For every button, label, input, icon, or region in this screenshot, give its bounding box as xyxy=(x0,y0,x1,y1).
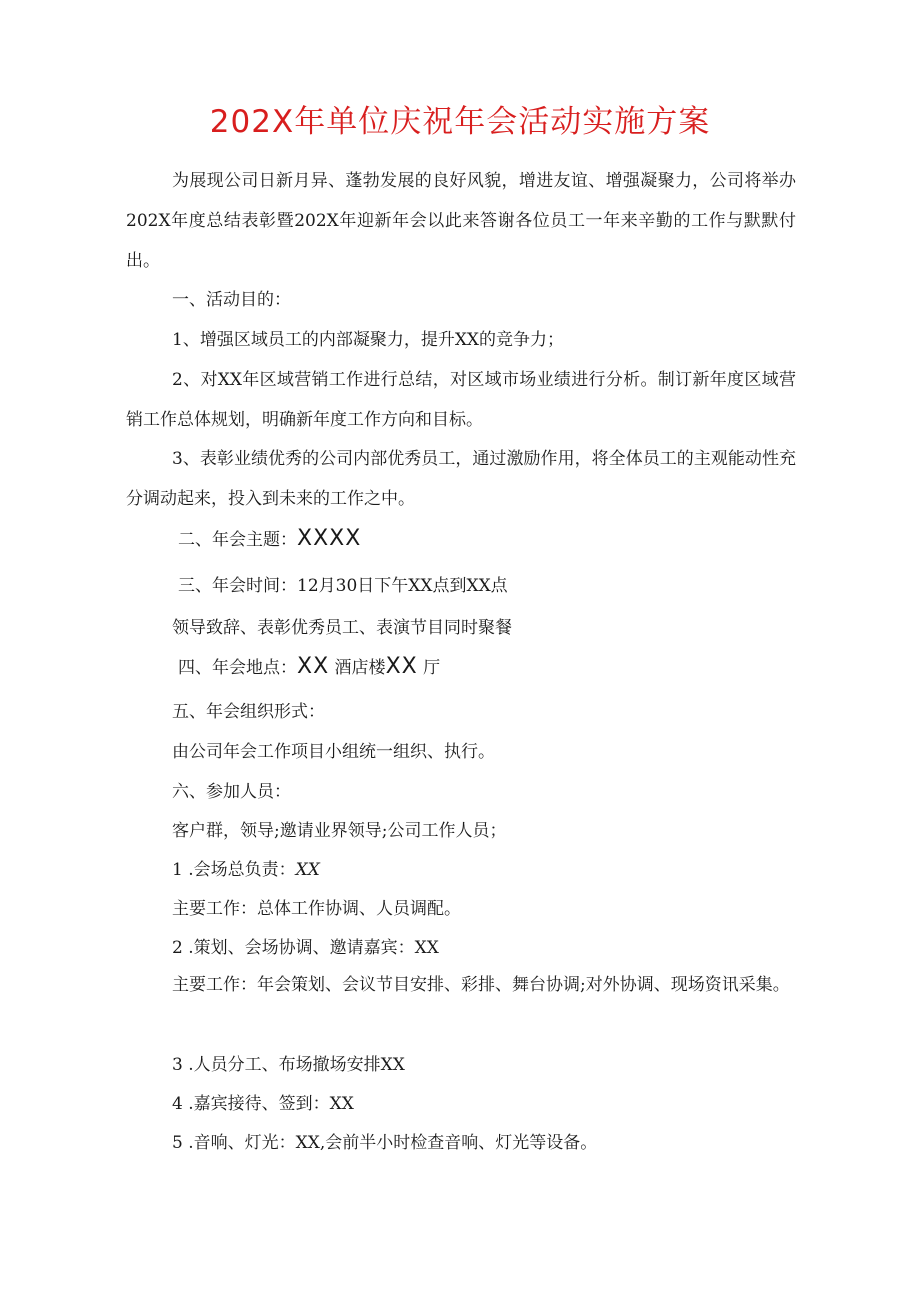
role-2: 2 .策划、会场协调、邀请嘉宾：XX xyxy=(172,938,439,958)
role-4: 4 .嘉宾接待、签到：XX xyxy=(172,1094,354,1114)
goal-item-1: 1、增强区域员工的内部凝聚力，提升XX的竞争力； xyxy=(172,330,565,350)
role-1-label: 1 .会场总负责： xyxy=(172,860,296,880)
venue-label: 四、年会地点： xyxy=(178,658,297,678)
section-6-heading: 六、参加人员： xyxy=(172,782,291,802)
role-3: 3 .人员分工、布场撤场安排XX xyxy=(172,1055,405,1075)
theme-label: 二、年会主题： xyxy=(178,530,297,550)
goal-item-2: 2、对XX年区域营销工作进行总结，对区域市场业绩进行分析。制订新年度区域营销工作总体规划，明确新年度工作方向和目标。 xyxy=(126,370,796,430)
venue-end: 厅 xyxy=(417,658,441,678)
section-5-heading: 五、年会组织形式： xyxy=(172,702,325,722)
section-5-text: 由公司年会工作项目小组统一组织、执行。 xyxy=(172,742,495,762)
role-2-duties: 主要工作：年会策划、会议节目安排、彩排、舞台协调;对外协调、现场资讯采集。 xyxy=(172,975,790,995)
section-3-time: 三、年会时间：12月30日下午XX点到XX点 xyxy=(178,576,508,596)
role-1 xyxy=(172,857,320,883)
intro-paragraph: 为展现公司日新月异、蓬勃发展的良好风貌，增进友谊、增强凝聚力，公司将举办202X年度总结表彰暨202X年迎新年会以此来答谢各位员工一年来辛勤的工作与默默付出。 xyxy=(126,171,796,271)
venue-middle: 酒店楼 xyxy=(329,658,386,678)
section-4-venue xyxy=(178,654,440,681)
role-1-value: XX xyxy=(295,860,320,880)
venue-value-1: XX xyxy=(297,654,330,679)
attendees-text: 客户群，领导;邀请业界领导;公司工作人员； xyxy=(172,821,507,841)
section-1-heading: 一、活动目的： xyxy=(172,290,291,310)
venue-value-2: XX xyxy=(385,654,418,679)
goal-item-3: 3、表彰业绩优秀的公司内部优秀员工，通过激励作用，将全体员工的主观能动性充分调动起来，投入到未来的工作之中。 xyxy=(126,449,796,509)
theme-value: XXXX xyxy=(297,526,362,551)
document-title: 202X年单位庆祝年会活动实施方案 xyxy=(209,104,711,140)
section-2-theme xyxy=(178,526,361,553)
agenda-text: 领导致辞、表彰优秀员工、表演节目同时聚餐 xyxy=(172,618,512,638)
role-5: 5 .音响、灯光：XX,会前半小时检查音响、灯光等设备。 xyxy=(172,1133,598,1153)
role-1-duties: 主要工作：总体工作协调、人员调配。 xyxy=(172,899,461,919)
